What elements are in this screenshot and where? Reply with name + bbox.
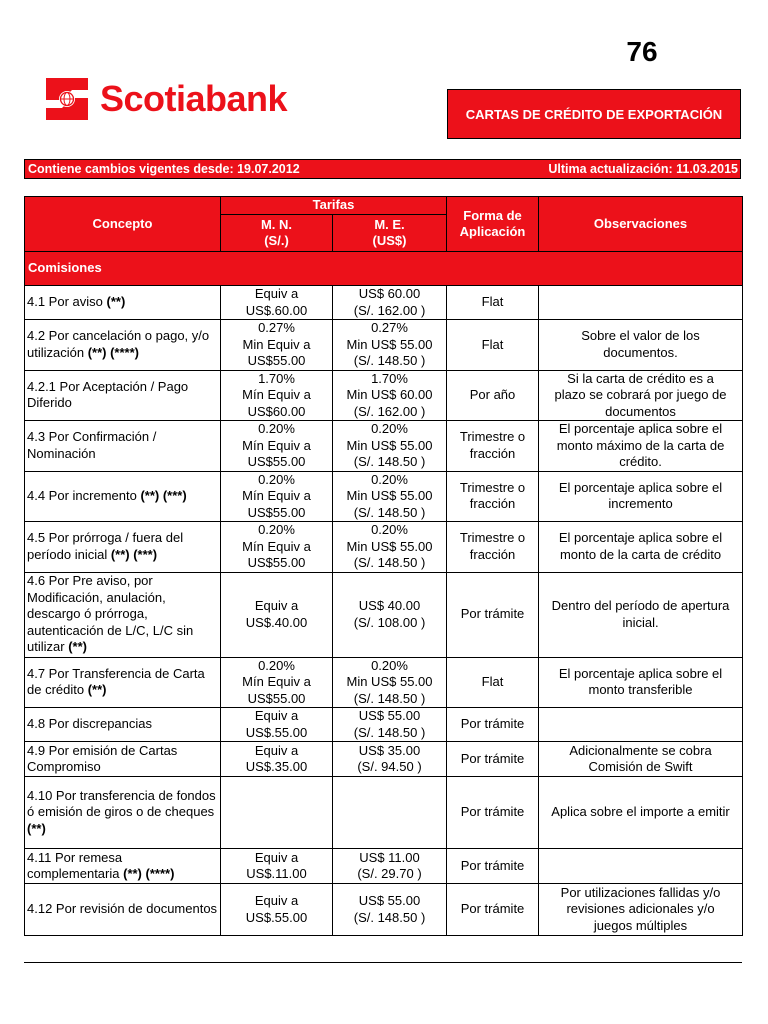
concept-cell xyxy=(25,572,221,657)
header-mn: M. N. (S/.) xyxy=(221,215,333,252)
concept-cell xyxy=(25,657,221,708)
mn-rate-cell: Equiv a US$.40.00 xyxy=(221,572,333,657)
observation-cell xyxy=(539,708,743,742)
forma-cell: Por trámite xyxy=(447,572,539,657)
mn-rate-cell: Equiv a US$.55.00 xyxy=(221,884,333,936)
section-comisiones: Comisiones xyxy=(25,252,743,286)
concept-cell xyxy=(25,320,221,371)
concept-cell xyxy=(25,421,221,472)
forma-cell: Por trámite xyxy=(447,884,539,936)
concept-flags: (**) xyxy=(68,639,87,655)
concept-text: 4.7 Por Transferencia de Carta de crédito xyxy=(27,665,205,698)
table-row xyxy=(25,884,743,936)
forma-cell: Trimestre o fracción xyxy=(447,421,539,472)
me-rate-cell: US$ 55.00 (S/. 148.50 ) xyxy=(333,884,447,936)
concept-flags: (**) xyxy=(27,820,46,836)
forma-cell: Por año xyxy=(447,370,539,421)
header-observaciones: Observaciones xyxy=(539,197,743,252)
concept-cell xyxy=(25,742,221,777)
mn-rate-cell: 0.20% Mín Equiv a US$55.00 xyxy=(221,471,333,522)
header-forma: Forma de Aplicación xyxy=(447,197,539,252)
mn-rate-cell: Equiv a US$.35.00 xyxy=(221,742,333,777)
me-rate-cell: 0.27% Min US$ 55.00 (S/. 148.50 ) xyxy=(333,320,447,371)
concept-text: 4.11 Por remesa complementaria xyxy=(27,849,124,881)
mn-rate-cell: 0.20% Mín Equiv a US$55.00 xyxy=(221,421,333,472)
me-rate-cell xyxy=(333,777,447,849)
observation-cell: Adicionalmente se cobra Comisión de Swift xyxy=(539,742,743,777)
table-row xyxy=(25,286,743,320)
header-me: M. E. (US$) xyxy=(333,215,447,252)
me-rate-cell: US$ 11.00 (S/. 29.70 ) xyxy=(333,849,447,884)
observation-cell: El porcentaje aplica sobre el monto de la carta de crédito xyxy=(539,522,743,573)
me-rate-cell: US$ 35.00 (S/. 94.50 ) xyxy=(333,742,447,777)
concept-cell xyxy=(25,708,221,742)
table-row xyxy=(25,471,743,522)
concept-cell xyxy=(25,522,221,573)
forma-cell: Flat xyxy=(447,657,539,708)
table-row xyxy=(25,657,743,708)
mn-rate-cell xyxy=(221,777,333,849)
observation-cell: Sobre el valor de los documentos. xyxy=(539,320,743,371)
concept-flags: (**) xyxy=(106,294,126,310)
bottom-rule xyxy=(24,962,742,963)
forma-cell: Trimestre o fracción xyxy=(447,471,539,522)
concept-text: 4.5 Por prórroga / fuera del período inicial xyxy=(27,530,184,562)
concept-flags: (**) (***) xyxy=(140,488,187,503)
observation-cell: Si la carta de crédito es a plazo se cobrará por juego de documentos xyxy=(539,370,743,421)
scotiabank-logo-icon xyxy=(42,74,92,124)
forma-cell: Trimestre o fracción xyxy=(447,522,539,573)
forma-cell: Por trámite xyxy=(447,849,539,884)
me-rate-cell: 0.20% Min US$ 55.00 (S/. 148.50 ) xyxy=(333,657,447,708)
forma-cell: Por trámite xyxy=(447,742,539,777)
concept-text: 4.12 Por revisión de documentos xyxy=(27,901,218,917)
observation-cell xyxy=(539,286,743,320)
concept-flags: (**) (***) xyxy=(110,546,158,562)
document-title: CARTAS DE CRÉDITO DE EXPORTACIÓN xyxy=(465,106,723,122)
table-row xyxy=(25,572,743,657)
concept-flags: (**) (****) xyxy=(123,866,175,881)
table-row xyxy=(25,421,743,472)
mn-rate-cell: 0.20% Mín Equiv a US$55.00 xyxy=(221,657,333,708)
document-title-box xyxy=(447,89,741,139)
mn-rate-cell: 0.27% Min Equiv a US$55.00 xyxy=(221,320,333,371)
observation-cell: Aplica sobre el importe a emitir xyxy=(539,777,743,849)
header-concept: Concepto xyxy=(25,197,221,252)
concept-text: 4.2 Por cancelación o pago, y/o utilización xyxy=(27,328,210,360)
concept-cell xyxy=(25,849,221,884)
concept-text: 4.9 Por emisión de Cartas Compromiso xyxy=(27,742,178,774)
me-rate-cell: US$ 40.00 (S/. 108.00 ) xyxy=(333,572,447,657)
table-row xyxy=(25,742,743,777)
concept-cell xyxy=(25,884,221,936)
concept-text: 4.10 Por transferencia de fondos ó emisión de giros o de cheques xyxy=(27,787,216,820)
concept-text: 4.2.1 Por Aceptación / Pago Diferido xyxy=(27,378,189,411)
concept-text: 4.4 Por incremento xyxy=(27,488,141,503)
concept-cell xyxy=(25,370,221,421)
effective-date: Contiene cambios vigentes desde: 19.07.2012 xyxy=(28,162,300,176)
scotiabank-logo xyxy=(42,74,287,124)
forma-cell: Flat xyxy=(447,286,539,320)
concept-text: 4.6 Por Pre aviso, por Modificación, anulación, descargo ó prórroga, autenticación de L/C, L/C sin utilizar xyxy=(27,573,194,655)
mn-rate-cell: 1.70% Mín Equiv a US$60.00 xyxy=(221,370,333,421)
me-rate-cell: 0.20% Min US$ 55.00 (S/. 148.50 ) xyxy=(333,522,447,573)
info-bar xyxy=(24,159,741,179)
observation-cell: Por utilizaciones fallidas y/o revisiones adicionales y/o juegos múltiples xyxy=(539,884,743,936)
forma-cell: Flat xyxy=(447,320,539,371)
table-row xyxy=(25,320,743,371)
mn-rate-cell: 0.20% Mín Equiv a US$55.00 xyxy=(221,522,333,573)
me-rate-cell: 1.70% Min US$ 60.00 (S/. 162.00 ) xyxy=(333,370,447,421)
brand-name: Scotiabank xyxy=(100,78,288,119)
mn-rate-cell: Equiv a US$.11.00 xyxy=(221,849,333,884)
table-row xyxy=(25,777,743,849)
concept-flags: (**) xyxy=(87,682,107,698)
concept-cell xyxy=(25,286,221,320)
me-rate-cell: 0.20% Min US$ 55.00 (S/. 148.50 ) xyxy=(333,421,447,472)
mn-rate-cell: Equiv a US$.60.00 xyxy=(221,286,333,320)
mn-rate-cell: Equiv a US$.55.00 xyxy=(221,708,333,742)
concept-text: 4.1 Por aviso xyxy=(27,294,107,310)
table-row xyxy=(25,522,743,573)
observation-cell: El porcentaje aplica sobre el incremento xyxy=(539,471,743,522)
table-row xyxy=(25,370,743,421)
me-rate-cell: 0.20% Min US$ 55.00 (S/. 148.50 ) xyxy=(333,471,447,522)
concept-text: 4.3 Por Confirmación / Nominación xyxy=(27,429,157,461)
concept-text: 4.8 Por discrepancias xyxy=(27,716,153,732)
observation-cell: El porcentaje aplica sobre el monto transferible xyxy=(539,657,743,708)
forma-cell: Por trámite xyxy=(447,777,539,849)
observation-cell: Dentro del período de apertura inicial. xyxy=(539,572,743,657)
forma-cell: Por trámite xyxy=(447,708,539,742)
page-number: 76 xyxy=(626,36,658,67)
rates-table xyxy=(24,196,743,936)
concept-cell xyxy=(25,471,221,522)
table-row xyxy=(25,849,743,884)
observation-cell xyxy=(539,849,743,884)
me-rate-cell: US$ 55.00 (S/. 148.50 ) xyxy=(333,708,447,742)
header-tarifas: Tarifas xyxy=(221,197,447,215)
concept-flags: (**) (****) xyxy=(87,344,139,360)
observation-cell: El porcentaje aplica sobre el monto máximo de la carta de crédito. xyxy=(539,421,743,472)
last-update: Ultima actualización: 11.03.2015 xyxy=(548,162,738,176)
me-rate-cell: US$ 60.00 (S/. 162.00 ) xyxy=(333,286,447,320)
concept-cell xyxy=(25,777,221,849)
table-row xyxy=(25,708,743,742)
